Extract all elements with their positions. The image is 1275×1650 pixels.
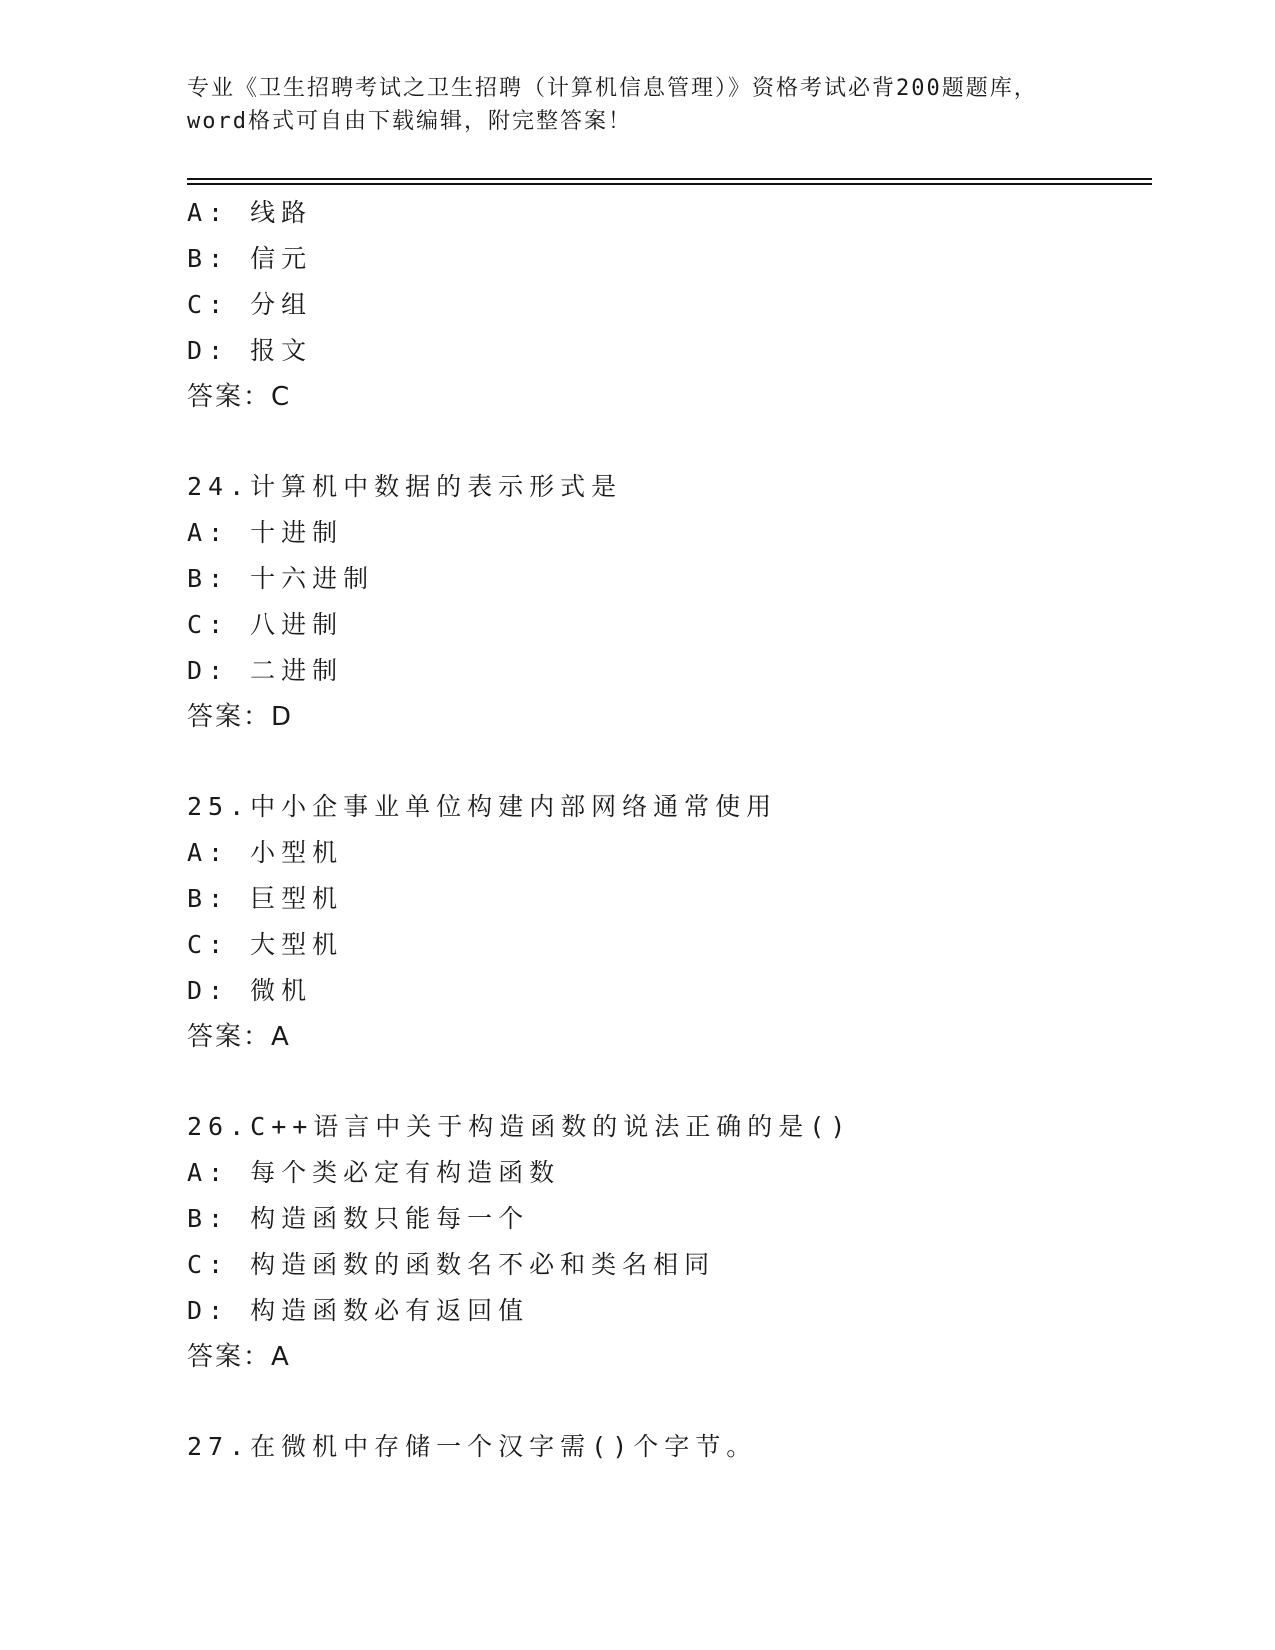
option-a: A: 线路 bbox=[187, 198, 313, 227]
question-stem: 27.在微机中存储一个汉字需()个字节。 bbox=[187, 1432, 758, 1461]
question-26 bbox=[187, 1104, 1147, 1380]
answer-line: 答案：A bbox=[187, 1022, 291, 1052]
option-d: D: 报文 bbox=[187, 336, 313, 365]
answer-line: 答案：C bbox=[187, 382, 292, 412]
option-b: B: 信元 bbox=[187, 244, 313, 273]
answer-line: 答案：D bbox=[187, 702, 294, 732]
option-d: D: 二进制 bbox=[187, 656, 344, 685]
question-stem: 26.C++语言中关于构造函数的说法正确的是() bbox=[187, 1112, 852, 1141]
header-line-2: word格式可自由下载编辑，附完整答案！ bbox=[187, 109, 632, 134]
option-a: A: 小型机 bbox=[187, 838, 344, 867]
option-d: D: 构造函数必有返回值 bbox=[187, 1296, 530, 1325]
option-c: C: 构造函数的函数名不必和类名相同 bbox=[187, 1250, 716, 1279]
option-b: B: 十六进制 bbox=[187, 564, 375, 593]
option-c: C: 八进制 bbox=[187, 610, 344, 639]
spacer bbox=[187, 1380, 1147, 1424]
document-header bbox=[187, 72, 1147, 138]
spacer bbox=[187, 740, 1147, 784]
option-c: C: 分组 bbox=[187, 290, 313, 319]
header-divider-top bbox=[187, 178, 1152, 180]
question-stem: 24.计算机中数据的表示形式是 bbox=[187, 472, 623, 501]
option-a: A: 每个类必定有构造函数 bbox=[187, 1158, 561, 1187]
answer-line: 答案：A bbox=[187, 1342, 291, 1372]
option-d: D: 微机 bbox=[187, 976, 313, 1005]
option-c: C: 大型机 bbox=[187, 930, 344, 959]
option-b: B: 巨型机 bbox=[187, 884, 344, 913]
question-25 bbox=[187, 784, 1147, 1060]
spacer bbox=[187, 420, 1147, 464]
header-divider-bottom bbox=[187, 183, 1152, 185]
header-line-1: 专业《卫生招聘考试之卫生招聘（计算机信息管理）》资格考试必背200题题库， bbox=[187, 76, 1038, 101]
question-list bbox=[187, 190, 1147, 1470]
spacer bbox=[187, 1060, 1147, 1104]
option-a: A: 十进制 bbox=[187, 518, 344, 547]
question-stem: 25.中小企事业单位构建内部网络通常使用 bbox=[187, 792, 778, 821]
question-24 bbox=[187, 464, 1147, 740]
option-b: B: 构造函数只能每一个 bbox=[187, 1204, 530, 1233]
question-23 bbox=[187, 190, 1147, 420]
question-27 bbox=[187, 1424, 1147, 1470]
